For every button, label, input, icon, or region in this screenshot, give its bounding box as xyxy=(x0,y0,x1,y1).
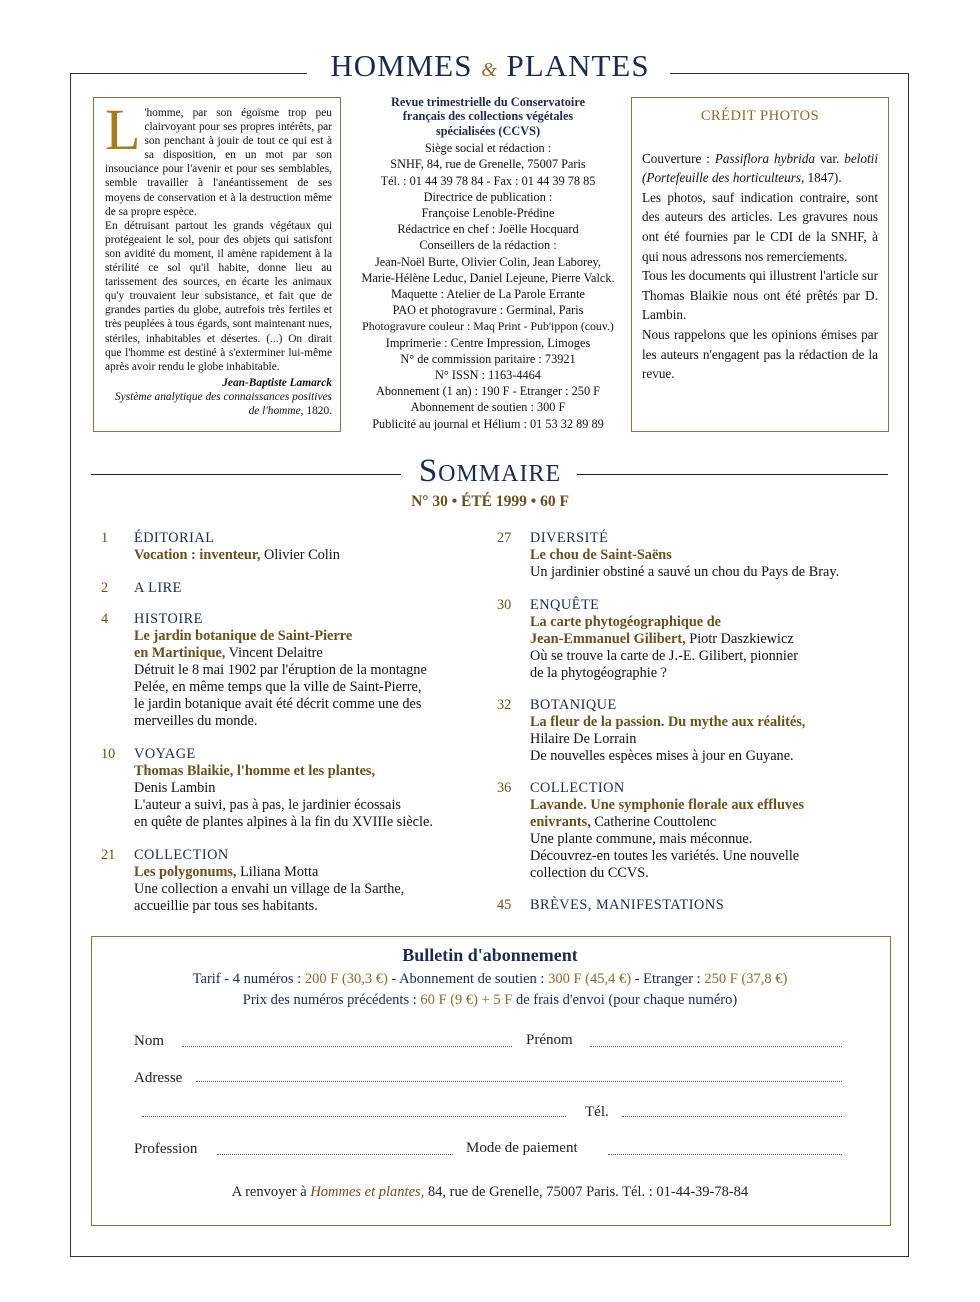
toc-page-number: 45 xyxy=(497,897,512,913)
info-line: N° ISSN : 1163-4464 xyxy=(435,368,541,383)
adresse-field-line-2[interactable] xyxy=(142,1116,566,1117)
prenom-field[interactable] xyxy=(590,1046,842,1047)
toc-title: Le jardin botanique de Saint-Pierre en Martinique, xyxy=(134,628,353,661)
info-line: Abonnement de soutien : 300 F xyxy=(410,400,566,415)
toc-description: de la phytogéographie ? xyxy=(530,665,667,681)
profession-field[interactable] xyxy=(217,1154,453,1155)
toc-section: VOYAGE xyxy=(134,746,196,762)
sommaire-title: SOMMAIRE xyxy=(418,453,562,489)
info-line: Siège social et rédaction : xyxy=(424,141,552,156)
info-line: Tél. : 01 44 39 78 84 - Fax : 01 44 39 78 85 xyxy=(380,173,596,188)
toc-page-number: 27 xyxy=(497,530,512,546)
toc-section: DIVERSITÉ xyxy=(530,530,609,546)
adresse-label: Adresse xyxy=(134,1070,183,1086)
info-line: Rédactrice en chef : Joëlle Hocquard xyxy=(397,222,579,237)
toc-page-number: 1 xyxy=(101,530,109,546)
toc-section: ENQUÊTE xyxy=(530,597,600,613)
credit-paragraph-3: Tous les documents qui illustrent l'article sur Thomas Blaikie nous ont été prêtés par D. Lambin. xyxy=(642,268,878,323)
toc-description: Détruit le 8 mai 1902 par l'éruption de la montagne xyxy=(134,662,427,678)
toc-page-number: 21 xyxy=(101,847,116,863)
toc-section: BOTANIQUE xyxy=(530,697,617,713)
toc-section: ÉDITORIAL xyxy=(134,530,215,546)
masthead-left: HOMMES xyxy=(330,48,473,83)
quote-paragraph-1: 'homme, par son égoïsme trop peu clairvoyant pour ses propres intérêts, par son penchant à jouir de tout ce qui est à sa disposition, en un mot par son insouciance pour l'avenir et pour ses semblables, semble travailler à l'anéantissement de ses moyens de conservation et à la destruction même de sa propre espèce. xyxy=(105,107,332,218)
toc-page-number: 36 xyxy=(497,780,512,796)
toc-title: Vocation : inventeur, xyxy=(134,547,261,563)
masthead xyxy=(0,48,980,84)
info-line: SNHF, 84, rue de Grenelle, 75007 Paris xyxy=(390,157,586,172)
tel-field[interactable] xyxy=(622,1116,842,1117)
credit-paragraph-4: Nous rappelons que les opinions émises par les auteurs n'engagent pas la rédaction de la revue. xyxy=(642,326,878,382)
info-line: Marie-Hélène Leduc, Daniel Lejeune, Pierre Valck. xyxy=(361,270,615,285)
paiement-field[interactable] xyxy=(608,1154,842,1155)
frame-bottom xyxy=(70,1256,909,1257)
drop-cap: L xyxy=(105,97,141,162)
paiement-label: Mode de paiement xyxy=(466,1140,578,1156)
toc-description: merveilles du monde. xyxy=(134,713,258,729)
return-address: A renvoyer à Hommes et plantes, 84, rue de Grenelle, 75007 Paris. Tél. : 01-44-39-78-84 xyxy=(231,1184,749,1200)
frame-right xyxy=(908,73,909,1257)
toc-title: La carte phytogéographique de Jean-Emmanuel Gilibert, xyxy=(530,614,722,647)
quote-author: Jean-Baptiste Lamarck xyxy=(222,376,332,389)
info-line: Photogravure couleur : Maq Print - Pub'ippon (couv.) xyxy=(362,319,614,334)
toc-author: Catherine Couttolenc xyxy=(590,814,717,830)
nom-field[interactable] xyxy=(182,1046,512,1047)
subscription-title: Bulletin d'abonnement xyxy=(402,945,578,965)
toc-author: Denis Lambin xyxy=(134,780,216,796)
toc-description: collection du CCVS. xyxy=(530,865,649,881)
subscription-rates: Tarif - 4 numéros : 200 F (30,3 €) - Abonnement de soutien : 300 F (45,4 €) - Etranger : 250 F (37,8 €) xyxy=(192,971,788,987)
toc-title: Thomas Blaikie, l'homme et les plantes, xyxy=(134,763,376,779)
photo-credits-box xyxy=(631,97,889,432)
credit-cover: Couverture : Passiflora hybrida var. belotii (Portefeuille des horticulteurs, 1847). xyxy=(642,150,878,186)
toc-description: L'auteur a suivi, pas à pas, le jardinier écossais xyxy=(134,797,401,813)
quote-source: Système analytique des connaissances positives de l'homme, 1820. xyxy=(114,390,332,417)
info-line: Françoise Lenoble-Prédine xyxy=(421,206,555,221)
info-line: PAO et photogravure : Germinal, Paris xyxy=(392,303,584,318)
toc-page-number: 2 xyxy=(101,580,109,596)
toc-title: Le chou de Saint-Saëns xyxy=(530,547,672,563)
toc-title: Lavande. Une symphonie florale aux effluves enivrants, xyxy=(530,797,805,830)
toc-title: La fleur de la passion. Du mythe aux réalités, xyxy=(530,714,806,730)
toc-description: accueillie par tous ses habitants. xyxy=(134,898,318,914)
info-line: Maquette : Atelier de La Parole Errante xyxy=(391,287,585,302)
info-line: Publicité au journal et Hélium : 01 53 32 89 89 xyxy=(372,416,604,431)
toc-description: Découvrez-en toutes les variétés. Une nouvelle xyxy=(530,848,800,864)
tel-label: Tél. xyxy=(585,1104,609,1120)
toc-section: COLLECTION xyxy=(134,847,229,863)
publication-info xyxy=(352,95,624,432)
toc-description: Une plante commune, mais méconnue. xyxy=(530,831,753,847)
masthead-right: PLANTES xyxy=(506,48,650,83)
adresse-field[interactable] xyxy=(196,1081,842,1082)
info-line: Jean-Noël Burte, Olivier Colin, Jean Laborey, xyxy=(375,254,601,269)
frame-left xyxy=(70,73,71,1257)
toc-section: BRÈVES, MANIFESTATIONS xyxy=(530,897,725,913)
toc-page-number: 10 xyxy=(101,746,116,762)
toc-description: le jardin botanique avait été décrit comme une des xyxy=(134,696,422,712)
toc-description: en quête de plantes alpines à la fin du XVIIIe siècle. xyxy=(134,814,433,830)
toc-page-number: 30 xyxy=(497,597,512,613)
issue-subtitle: N° 30 • ÉTÉ 1999 • 60 F xyxy=(411,493,569,510)
toc-description: De nouvelles espèces mises à jour en Guyane. xyxy=(530,748,794,764)
back-issues-price: Prix des numéros précédents : 60 F (9 €) + 5 F de frais d'envoi (pour chaque numéro) xyxy=(242,992,738,1008)
toc-page-number: 4 xyxy=(101,611,109,627)
info-line: Directrice de publication : xyxy=(423,189,553,204)
toc-description: Où se trouve la carte de J.-E. Gilibert, pionnier xyxy=(530,648,798,664)
credit-paragraph-2: Les photos, sauf indication contraire, sont des auteurs des articles. Les gravures nous ont été fournies par le CDI de la SNHF, à qui nous adressons nos remerciements. xyxy=(642,189,878,264)
toc-page-number: 32 xyxy=(497,697,512,713)
toc-author: Liliana Motta xyxy=(236,864,319,880)
toc-section: HISTOIRE xyxy=(134,611,203,627)
info-line: Conseillers de la rédaction : xyxy=(419,238,557,253)
info-line: Imprimerie : Centre Impression, Limoges xyxy=(385,335,591,350)
toc-author: Olivier Colin xyxy=(260,547,340,563)
prenom-label: Prénom xyxy=(526,1032,573,1048)
nom-label: Nom xyxy=(134,1033,164,1049)
photo-credits-title: CRÉDIT PHOTOS xyxy=(700,108,820,124)
toc-author: Hilaire De Lorrain xyxy=(530,731,637,747)
toc-author: Piotr Daszkiewicz xyxy=(685,631,794,647)
info-line: N° de commission paritaire : 73921 xyxy=(400,351,576,366)
toc-description: Pelée, en même temps que la ville de Saint-Pierre, xyxy=(134,679,422,695)
info-line: Abonnement (1 an) : 190 F - Etranger : 250 F xyxy=(375,384,601,399)
lamarck-quote-box xyxy=(93,97,341,432)
toc-section: A LIRE xyxy=(134,580,182,596)
toc-author: Vincent Delaitre xyxy=(225,645,323,661)
quote-paragraph-2: En détruisant partout les grands végétaux qui protégeaient le sol, pour des objets qui satisfont son avidité du moment, il amène rapidement à la stérilité ce sol qu'il habite, donne lieu au tarissement des sources, en écarte les animaux qu'y trouvaient leur subsistance, et fait que de grandes parties du globe, autrefois très fertiles et très peuplées à tous égards, sont maintenant nues, stériles, inhabitables et désertes. (...) On dirait que l'homme est destiné à s'exterminer lui-même après avoir rendu le globe inhabitable. xyxy=(105,219,332,373)
profession-label: Profession xyxy=(134,1141,198,1157)
toc-title: Les polygonums, xyxy=(134,864,237,880)
toc-section: COLLECTION xyxy=(530,780,625,796)
publication-heading: Revue trimestrielle du Conservatoire français des collections végétales spécialisées (CCVS) xyxy=(390,95,586,138)
masthead-ampersand: & xyxy=(481,59,498,81)
toc-description: Un jardinier obstiné a sauvé un chou du Pays de Bray. xyxy=(530,564,840,580)
toc-description: Une collection a envahi un village de la Sarthe, xyxy=(134,881,405,897)
